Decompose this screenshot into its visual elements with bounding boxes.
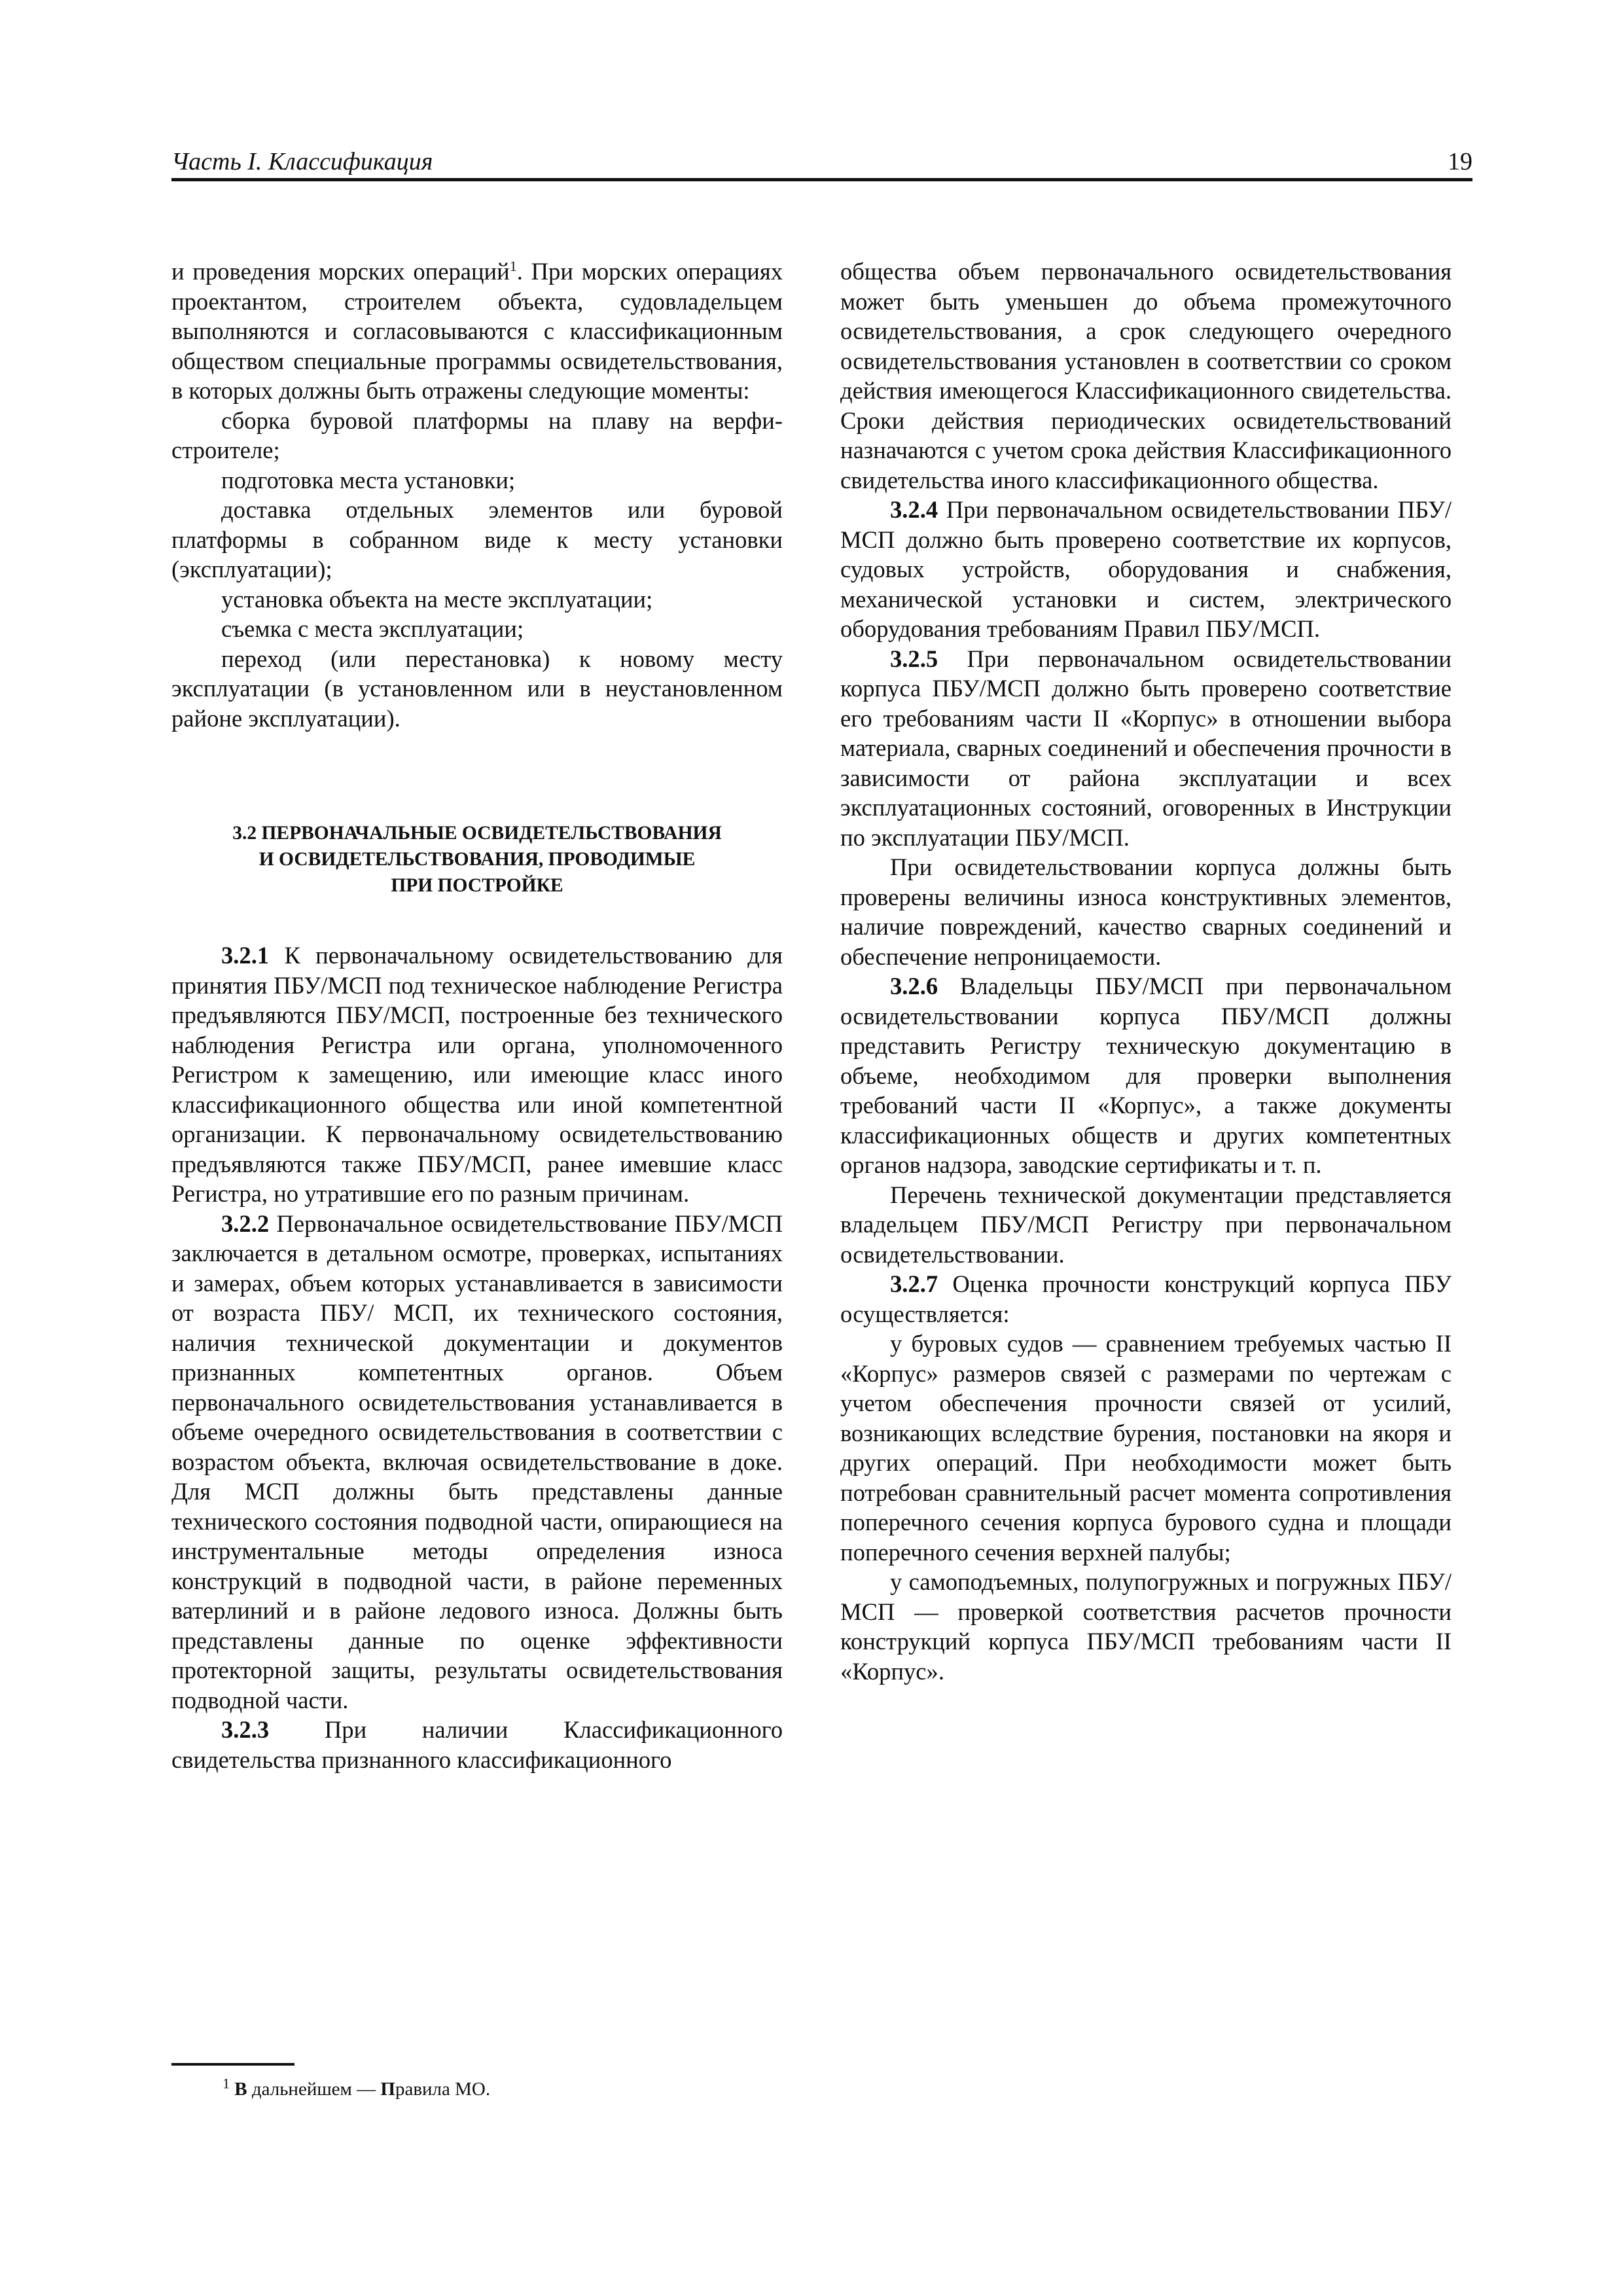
paragraph-3-2-2: 3.2.2 Первоначальное освидетельствование ПБУ/МСП заключается в детальном осмотре, проверках, испытаниях и замерах, объем которых устанавливается в зависимости от возраста ПБУ/ МСП, их технического состояния, наличия технической документации и документов признанных компетентных органов. Объем первоначального освидетельствования устанавливается в объеме очередного освидетельствования в соответствии с возрастом объекта, включая освидетельствование в доке. Для МСП должны быть представлены данные технического состояния подводной части, опирающиеся на инструментальные методы определения износа конструкций в подводной части, в районе переменных ватерлиний и в районе ледового износа. Должны быть представлены данные по оценке эффективности протекторной защиты, результаты освидетельствования подводной части. <box>171 1210 783 1713</box>
paragraph-3-2-3: 3.2.3 При наличии Классификационного свидетельства признанного классификационного <box>171 1716 783 1773</box>
footnote-rule <box>171 2063 294 2066</box>
left-column <box>171 257 783 1774</box>
header-rule <box>171 178 1472 181</box>
page-number: 19 <box>1448 148 1472 175</box>
clause-number: 3.2.6 <box>890 973 938 999</box>
paragraph-3-2-1: 3.2.1 К первоначальному освидетельствованию для принятия ПБУ/МСП под техническое наблюдение Регистра предъявляются ПБУ/МСП, построенные без технического наблюдения Регистра или органа, уполномоченного Регистром к замещению, или имеющие класс иного классификационного общества или иной компетентной организации. К первоначальному освидетельствованию предъявляются также ПБУ/МСП, ранее имевшие класс Регистра, но утратившие его по разным причинам. <box>171 942 783 1207</box>
paragraph-drilling-ships: у буровых судов — сравнением требуемых частью II «Корпус» размеров связей с размерами по чертежам с учетом обеспечения прочности связей от усилий, возникающих вследствие бурения, постановки на якоря и других операций. При необходимости может быть потребован сравнительный расчет момента сопротивления поперечного сечения корпуса бурового судна и площади поперечного сечения верхней палубы; <box>840 1330 1452 1566</box>
paragraph-3-2-4: 3.2.4 При первоначальном освидетельствовании ПБУ/МСП должно быть проверено соответствие их корпусов, судовых устройств, оборудования и снабжения, механической установки и систем, электрического оборудования требованиям Правил ПБУ/МСП. <box>840 496 1452 642</box>
page-header <box>171 145 1472 178</box>
paragraph-intro: и проведения морских операций$^1$. При морских операциях проектантом, строителем объекта, судовладельцем выполняются и согласовываются с классификационным обществом специальные программы освидетельствования, в которых должны быть отражены следующие моменты: <box>171 257 783 404</box>
right-column <box>840 257 1452 1686</box>
paragraph-continued: общества объем первоначального освидетельствования может быть уменьшен до объема промежуточного освидетельствования, а срок следующего очередного освидетельствования установлен в соответствии со сроком действия имеющегося Классификационного свидетельства. Сроки действия периодических освидетельствований назначаются с учетом срока действия Классификационного свидетельства иного классификационного общества. <box>840 258 1452 493</box>
paragraph-hull-survey: При освидетельствовании корпуса должны быть проверены величины износа конструктивных элементов, наличие повреждений, качество сварных соединений и обеспечение непроницаемости. <box>840 853 1452 970</box>
clause-number: 3.2.3 <box>221 1716 270 1743</box>
running-title: Часть I. Классификация <box>171 148 433 175</box>
paragraph-3-2-5: 3.2.5 При первоначальном освидетельствовании корпуса ПБУ/МСП должно быть проверено соответствие его требованиям части II «Корпус» в отношении выбора материала, сварных соединений и обеспечения прочности в зависимости от района эксплуатации и всех эксплуатационных состояний, оговоренных в Инструкции по эксплуатации ПБУ/МСП. <box>840 645 1452 851</box>
list-item: подготовка места установки; <box>221 466 516 493</box>
paragraph-3-2-6: 3.2.6 Владельцы ПБУ/МСП при первоначальном освидетельствовании корпуса ПБУ/МСП должны представить Регистру техническую документацию в объеме, необходимом для проверки выполнения требований части II «Корпус», а также документы классификационных обществ и других компетентных органов надзора, заводские сертификаты и т. п. <box>840 973 1452 1178</box>
footnote-mark: 1 <box>223 2075 230 2092</box>
clause-number: 3.2.2 <box>221 1210 270 1237</box>
list-item: доставка отдельных элементов или буровой платформы в собранном виде к месту установки (эксплуатации); <box>171 496 783 583</box>
list-item: съемка с места эксплуатации; <box>221 615 524 642</box>
paragraph-self-elevating: у самоподъемных, полупогружных и погружных ПБУ/МСП — проверкой соответствия расчетов прочности конструкций корпуса ПБУ/МСП требованиям части II «Корпус». <box>840 1568 1452 1685</box>
list-item: сборка буровой платформы на плаву на верфи-строителе; <box>171 406 783 463</box>
footnote: $^1$ В дальнейшем — Правила МО. <box>223 2075 491 2100</box>
list-item: установка объекта на месте эксплуатации; <box>221 585 653 613</box>
footnote-ref[interactable]: 1 <box>509 257 517 274</box>
section-heading: 3.2 ПЕРВОНАЧАЛЬНЫЕ ОСВИДЕТЕЛЬСТВОВАНИЯ И ОСВИДЕТЕЛЬСТВОВАНИЯ, ПРОВОДИМЫЕ ПРИ ПОСТРОЙКЕ <box>232 823 722 896</box>
list-item: переход (или перестановка) к новому месту эксплуатации (в установленном или в неустановленном районе эксплуатации). <box>171 645 783 732</box>
clause-number: 3.2.5 <box>890 645 938 672</box>
clause-number: 3.2.4 <box>890 496 938 523</box>
paragraph-3-2-7: 3.2.7 Оценка прочности конструкций корпуса ПБУ осуществляется: <box>840 1270 1452 1327</box>
clause-number: 3.2.7 <box>890 1270 938 1297</box>
paragraph-docs-list: Перечень технической документации представляется владельцем ПБУ/МСП Регистру при первоначальном освидетельствовании. <box>840 1181 1452 1268</box>
clause-number: 3.2.1 <box>221 942 270 969</box>
